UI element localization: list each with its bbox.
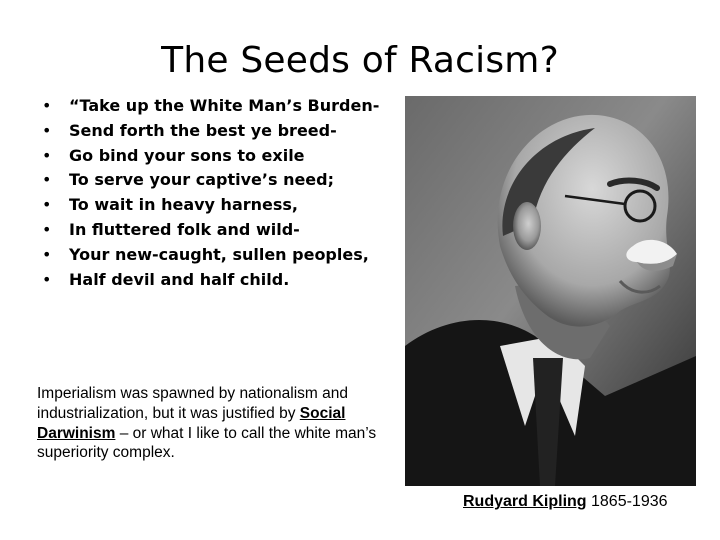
poem-line-text: Send forth the best ye breed- xyxy=(69,120,337,140)
poem-line-6 xyxy=(42,220,379,245)
poem-line-2 xyxy=(42,121,379,146)
bullet-icon: • xyxy=(42,120,52,140)
poem-line-text: “Take up the White Man’s Burden- xyxy=(69,96,380,115)
caption-text-end: – or what I like to call the white man’s superiority complex. xyxy=(37,424,377,462)
social-darwinism-emphasis: Social Darwinism xyxy=(37,404,346,442)
poem-line-7 xyxy=(42,245,379,270)
poem-line-5 xyxy=(42,195,379,220)
poem-line-text: Go bind your sons to exile xyxy=(69,145,305,165)
kipling-portrait-photo xyxy=(405,96,696,486)
bullet-icon: • xyxy=(42,269,52,289)
slide-title: The Seeds of Racism? xyxy=(161,40,559,81)
bullet-icon: • xyxy=(42,244,52,264)
photo-ear xyxy=(513,202,541,250)
caption-text-start: Imperialism was spawned by nationalism and industrialization, but it was justified by xyxy=(37,385,349,422)
poem-bullet-list xyxy=(42,96,379,294)
bullet-icon: • xyxy=(42,145,52,165)
poem-line-text: Your new-caught, sullen peoples, xyxy=(69,244,369,264)
caption-paragraph xyxy=(37,384,382,463)
poem-line-text: In fluttered folk and wild- xyxy=(69,219,300,239)
portrait-photo-icon xyxy=(405,96,696,486)
poem-line-text: Half devil and half child. xyxy=(69,269,290,289)
poem-line-4 xyxy=(42,170,379,195)
bullet-icon: • xyxy=(42,219,52,239)
poem-line-3 xyxy=(42,146,379,171)
bullet-icon: • xyxy=(42,170,52,190)
poem-line-8 xyxy=(42,270,379,295)
poem-line-text: To wait in heavy harness, xyxy=(69,195,298,215)
poem-line-text: To serve your captive’s need; xyxy=(69,170,335,190)
bullet-icon: • xyxy=(42,195,52,215)
credit-name: Rudyard Kipling xyxy=(463,493,587,510)
photo-credit xyxy=(463,491,683,512)
bullet-icon: • xyxy=(42,96,52,115)
credit-years: 1865-1936 xyxy=(586,493,668,510)
poem-line-1 xyxy=(42,96,379,121)
